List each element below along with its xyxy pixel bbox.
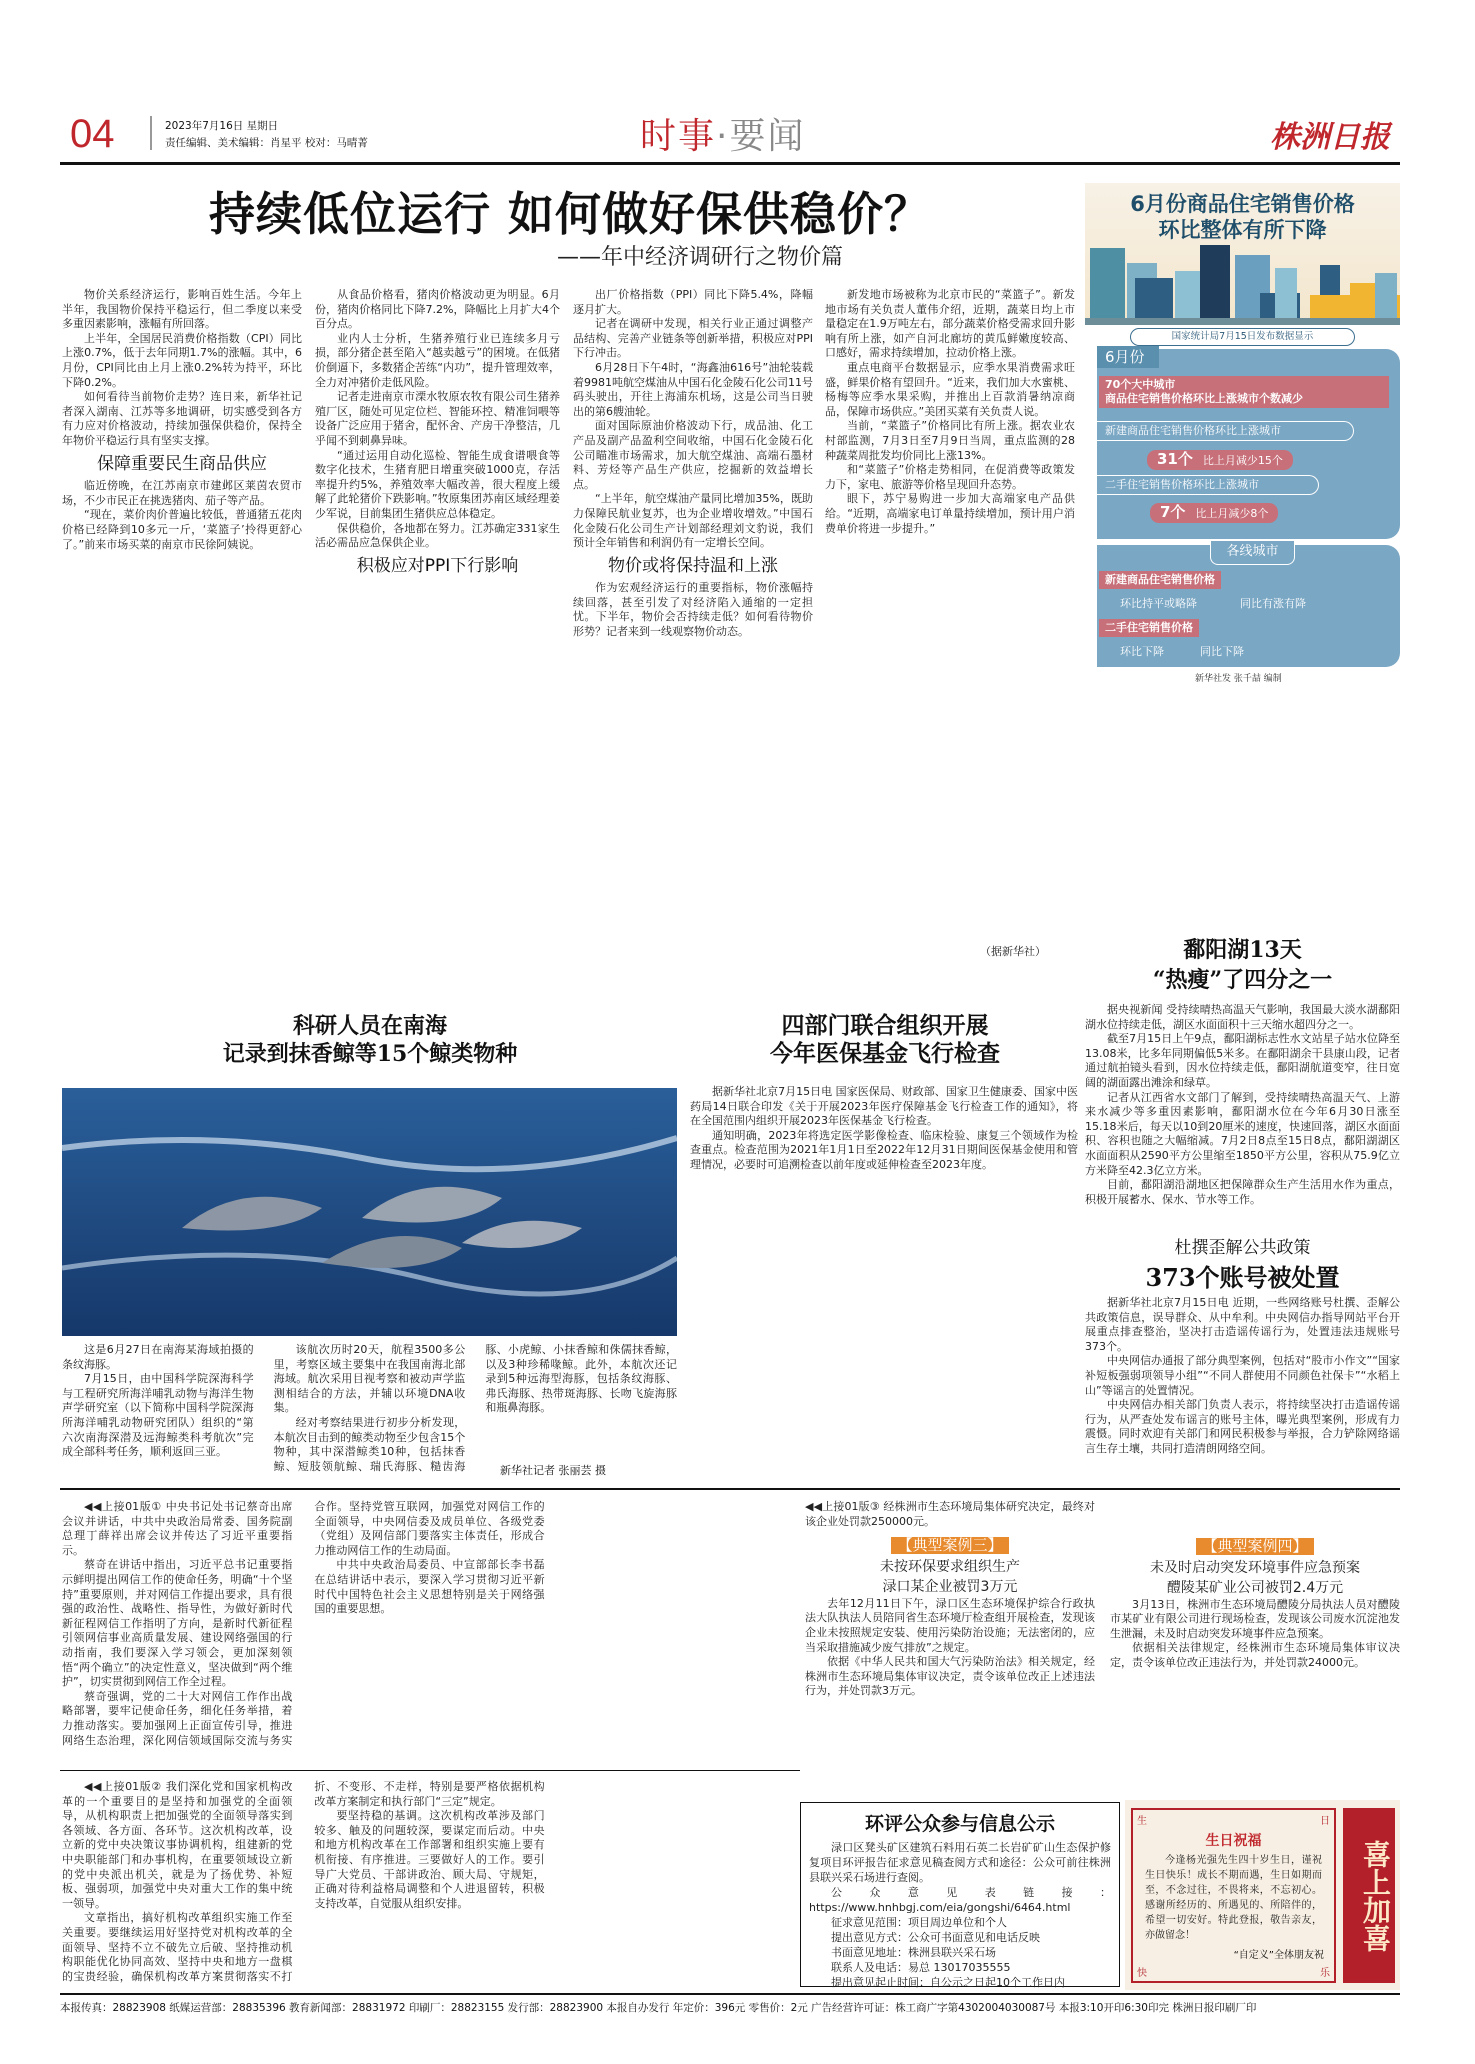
section-dot: · (716, 116, 730, 157)
used-home-stat (1150, 503, 1278, 523)
paragraph: 依据《中华人民共和国大气污染防治法》相关规定，经株洲市生态环境局集体审议决定，责令该单位改正上述违法行为，并处罚款3万元。 (805, 1655, 1095, 1698)
infographic-header (1085, 183, 1400, 325)
poyang-body (1085, 1003, 1400, 1223)
infographic-banner: 70个大中城市 商品住宅销售价格环比上涨城市个数减少 (1099, 376, 1389, 408)
paragraph: 作为宏观经济运行的重要指标，物价涨幅持续回落，甚至引发了对经济陷入通缩的一定担忧。下半年，物价会否持续走低？如何看待物价形势？记者来到一线观察物价动态。 (573, 581, 813, 639)
paragraph: 临近傍晚，在江苏南京市建邺区莱茵农贸市场，不少市民正在挑选猪肉、茄子等产品。 (62, 479, 302, 507)
main-byline: （据新华社） (980, 945, 1046, 958)
env-cases-column-1 (805, 1500, 1095, 1792)
case4-body (1110, 1598, 1400, 1671)
case4-tag: 【典型案例四】 (1196, 1538, 1313, 1555)
paragraph: 目前，鄱阳湖沿湖地区把保障群众生产生活用水作为重点，积极开展蓄水、保水、节水等工作。 (1085, 1178, 1400, 1206)
paragraph: 7月15日，由中国科学院深海科学与工程研究所海洋哺乳动物与海洋生物声学研究室（以下简称中国科学院深海所海洋哺乳动物研究团队）组织的“第六次南海深潜及远海鲸类科考航次”完成全部科考任务，顺利返回三亚。 (62, 1372, 254, 1459)
paragraph: 中央网信办相关部门负责人表示，将持续坚决打击造谣传谣行为，从严查处发布谣言的账号主体，曝光典型案例，形成有力震慑。同时欢迎有关部门和网民积极参与举报，合力铲除网络谣言生存土壤，共同打造清朗网络空间。 (1085, 1398, 1400, 1455)
medical-headline: 四部门联合组织开展 今年医保基金飞行检查 (770, 1013, 1000, 1067)
footer-info: 本报传真：28823908 纸媒运营部：28835396 教育新闻部：28831972 印刷厂：28823155 发行部：28823900 本报自办发行 年定价：396元 零售价：2元 广告经营许可证：株工商广字第4302004030087号 本报3:10开印6:30印完 株洲日报印刷厂印 (60, 2002, 1257, 2014)
paragraph: 重点电商平台数据显示，应季水果消费需求旺盛，鲜果价格有望回升。“近来，我们加大水蜜桃、杨梅等应季水果采购，并推出上百款消暑纳凉商品，保障市场供应。”美团买菜有关负责人说。 (825, 360, 1075, 418)
paragraph: 文章指出，搞好机构改革组织实施工作至关重要。要继续运用好坚持党对机构改革的全面领导、坚持不立不破先立后破、坚持推动机构职能优化协同高效、坚持中央和地方一盘棋的宝贵经验，确保机构改革方案贯彻落实不打折、不变形、不走样，特别是要严格依据机构改革方案制定和执行部门“三定”规定。 (62, 1780, 545, 1983)
issue-meta (165, 118, 368, 152)
paragraph: 书面意见地址：株洲县联兴采石场 (831, 1946, 996, 1959)
paragraph: 记者在调研中发现，相关行业正通过调整产品结构、完善产业链条等创新举措，积极应对PPI下行冲击。 (573, 317, 813, 360)
new-home-change: 比上月减少15个 (1202, 454, 1283, 467)
corner-char: 快 (1137, 1968, 1147, 1979)
paragraph: 提出意见起止时间：自公示之日起10个工作日内 (831, 1976, 1065, 1989)
case3-tag: 【典型案例三】 (891, 1537, 1008, 1554)
paragraph: 征求意见范围：项目周边单位和个人 (831, 1916, 1007, 1929)
paragraph: 眼下，苏宁易购进一步加大高端家电产品供给。“近期，高端家电订单量持续增加，预计用户消费单价将进一步提升。” (825, 492, 1075, 535)
paragraph: 提出意见方式：公众可书面意见和电话反映 (831, 1931, 1040, 1944)
housing-price-infographic (1085, 183, 1400, 928)
corner-char: 日 (1320, 1816, 1330, 1827)
main-column-1 (62, 288, 302, 958)
infographic-credit: 新华社发 张千喆 编制 (1195, 674, 1282, 684)
used-price-label: 二手住宅销售价格 (1099, 619, 1199, 637)
paragraph: ◀◀上接01版② 我们深化党和国家机构改革的一个重要目的是坚持和加强党的全面领导，从机构职责上把加强党的全面领导落实到各领域、各方面、各环节。这次机构改革，设立新的党中央决策议事协调机构，组建新的党中央职能部门和办事机构，在重要领域设立新的党中央派出机关，就是为了扬优势、补短板、强弱项，加强党中央对重大工作的集中统一领导。 (62, 1780, 293, 1910)
used-home-label: 二手住宅销售价格环比上涨城市 (1097, 475, 1319, 495)
paragraph: 业内人士分析，生猪养殖行业已连续多月亏损，部分猪企甚至陷入“越卖越亏”的困境。在低猪价倒逼下，多数猪企苦练“内功”，提升管理效率，全力对冲猪价走低风险。 (315, 331, 560, 389)
birthday-frame (1131, 1808, 1336, 1983)
paragraph: “现在，菜价肉价普遍比较低，普通猪五花肉价格已经降到10多元一斤，‘菜篮子’拎得更舒心了。”前来市场买菜的南京市民徐阿姨说。 (62, 508, 302, 551)
paragraph: 蔡奇在讲话中指出，习近平总书记重要指示鲜明提出网信工作的使命任务，明确“十个坚持”重要原则，并对网信工作提出要求，具有很强的政治性、战略性、指导性，为做好新时代新征程网信工作指明了方向，是新时代新征程引领网信事业高质量发展、建设网络强国的行动指南，我们要深入学习领会，更加深刻领悟“两个确立”的决定性意义，坚决做到“两个维护”，切实贯彻到网信工作全过程。 (62, 1558, 293, 1689)
env-cases-column-2 (1110, 1500, 1400, 1792)
used-home-count: 7个 (1160, 503, 1186, 521)
corner-char: 生 (1137, 1816, 1147, 1827)
paragraph: 蔡奇强调，党的二十大对网信工作作出战略部署，要牢记使命任务，细化任务举措，着力推动落实。要加强网上正面宣传引导，推进网络生态治理，深化网信领域国际交流与务实合作。坚持党管互联网，加强党对网信工作的全面领导，中央网信委及成员单位、各级党委（党组）及网信部门要落实主体责任，形成合力推动网信工作的生动局面。 (62, 1500, 545, 1747)
paragraph: 如何看待当前物价走势？连日来，新华社记者深入湖南、江苏等多地调研，切实感受到各方有力应对价格波动，持续加强保供稳价，保持全年物价平稳运行具有坚实支撑。 (62, 390, 302, 447)
main-column-2 (315, 288, 560, 958)
new-home-label: 新建商品住宅销售价格环比上涨城市 (1097, 421, 1354, 441)
paragraph: 6月28日下午4时，“海鑫油616号”油轮装载着9981吨航空煤油从中国石化金陵石化公司11号码头驶出，开往上海浦东机场，这是公司当日驶出的第6艘油轮。 (573, 360, 813, 418)
used-home-change: 比上月减少8个 (1195, 507, 1269, 520)
paragraph: 该航次历时20天，航程3500多公里，考察区域主要集中在我国南海北部海域。航次采用目视考察和被动声学监测相结合的方法，并辅以环境DNA收集。 (273, 1343, 466, 1415)
paragraph: 新发地市场被称为北京市民的“菜篮子”。新发地市场有关负责人董伟介绍，近期，蔬菜日均上市量稳定在1.9万吨左右，部分蔬菜价格受需求回升影响有所上涨，如产自河北廊坊的黄瓜鲜嫩度较高、口感好，需求持续增加，拉动价格上涨。 (825, 288, 1075, 360)
paragraph: 从食品价格看，猪肉价格波动更为明显。6月份，猪肉价格同比下降7.2%，降幅比上月扩大4个百分点。 (315, 288, 560, 331)
paragraph: 面对国际原油价格波动下行，成品油、化工产品及副产品盈利空间收缩，中国石化金陵石化公司瞄准市场需求，加大航空煤油、高端石墨材料、芳烃等产品生产供应，挖掘新的效益增长点。 (573, 419, 813, 491)
main-column-4 (825, 288, 1075, 938)
paragraph: 依据相关法律规定，经株洲市生态环境局集体审议决定，责令该单位改正违法行为，并处罚款24000元。 (1110, 1641, 1400, 1669)
paragraph: ◀◀上接01版① 中央书记处书记蔡奇出席会议并讲话，中共中央政治局常委、国务院副总理丁薛祥出席会议并传达了习近平重要指示。 (62, 1500, 293, 1557)
paragraph: 中央网信办通报了部分典型案例，包括对“股市小作文”“国家补短板强弱项领导小组”“不同人群使用不同颜色社保卡”“水稻上山”等谣言的处置情况。 (1085, 1354, 1400, 1397)
birthday-banner: 喜上加喜 (1343, 1808, 1395, 1983)
new-home-count: 31个 (1157, 450, 1193, 468)
paragraph: 3月13日，株洲市生态环境局醴陵分局执法人员对醴陵市某矿业有限公司进行现场检查，发现该公司废水沉淀池发生泄漏，未及时启动突发环境事件应急预案。 (1110, 1597, 1400, 1640)
subheading: 物价或将保持温和上涨 (608, 555, 778, 576)
paragraph: 据新华社北京7月15日电 国家医保局、财政部、国家卫生健康委、国家中医药局14日联合印发《关于开展2023年医疗保障基金飞行检查工作的通知》，将在全国范围内组织开展2023年医保基金飞行检查。 (690, 1085, 1078, 1128)
section-title (640, 108, 805, 159)
issue-date: 2023年7月16日 星期日 (165, 120, 279, 132)
subheading: 保障重要民生商品供应 (97, 453, 267, 474)
new-yoy: 同比有涨有降 (1240, 597, 1306, 610)
paragraph: 截至7月15日上午9点，鄱阳湖标志性水文站星子站水位降至13.08米，比多年同期偏低5米多。在鄱阳湖余干县康山段，记者通过航拍镜头看到，因水位持续走低，鄱阳湖航道变窄，往日宽阔的湖面露出滩涂和绿草。 (1085, 1032, 1400, 1089)
paragraph: 据新华社北京7月15日电 近期，一些网络账号杜撰、歪解公共政策信息，误导群众、从中牟利。中央网信办指导网站平台开展重点排查整治，坚决打击造谣传谣行为，处置违法违规账号373个。 (1085, 1296, 1400, 1353)
birthday-ad (1125, 1800, 1400, 1990)
infographic-source: 国家统计局7月15日发布数据显示 (1130, 328, 1355, 346)
case3-body (805, 1597, 1095, 1699)
paragraph: 联系人及电话：易总 13017035555 (831, 1961, 1011, 1974)
paragraph: 这是6月27日在南海某海域拍摄的条纹海豚。 (62, 1343, 254, 1371)
paragraph: 物价关系经济运行，影响百姓生活。今年上半年，我国物价保持平稳运行，但二季度以来受多重因素影响，涨幅有所回落。 (62, 288, 302, 331)
whales-caption (62, 1343, 677, 1478)
eia-notice (800, 1802, 1120, 1987)
paragraph: 出厂价格指数（PPI）同比下降5.4%，降幅逐月扩大。 (573, 288, 813, 316)
paragraph: 当前，“菜篮子”价格同比有所上涨。据农业农村部监测，7月3日至7月9日当周，重点监测的28种蔬菜周批发均价同比上涨13%。 (825, 419, 1075, 462)
main-subtitle: ——年中经济调研行之物价篇 (556, 245, 843, 270)
case4-title: 未及时启动突发环境事件应急预案 醴陵某矿业公司被罚2.4万元 (1150, 1559, 1360, 1596)
accounts-headline: 373个账号被处置 (1145, 1263, 1340, 1292)
paragraph: 要坚持稳的基调。这次机构改革涉及部门较多、触及的问题较深，要谋定而后动。中央和地方机构改革在工作部署和组织实施上要有机衔接、有序推进。三要做好人的工作。要引导广大党员、干部讲政治、顾大局、守规矩，正确对待利益格局调整和个人进退留转，积极支持改革，自觉服从组织安排。 (314, 1809, 545, 1910)
new-mom: 环比持平或略降 (1120, 597, 1197, 610)
dolphins-photo (62, 1088, 677, 1336)
section-a: 时事 (640, 116, 717, 157)
paragraph: 去年12月11日下午，渌口区生态环境保护综合行政执法大队执法人员陪同省生态环境厅检查组开展检查，发现该企业未按照规定安装、使用污染防治设施；无法密闭的，应当采取措施减少废气排放”之规定。 (805, 1596, 1095, 1654)
paragraph: 经对考察结果进行初步分析发现，本航次目击到的鲸类动物至少包含15个物种，其中深潜鲸类10种，包括抹香鲸、短肢领航鲸、瑞氏海豚、糙齿海豚、小虎鲸、小抹香鲸和侏儒抹香鲸，以及3种珍稀喙鲸。此外，本航次还记录到5种远海型海豚，包括条纹海豚、弗氏海豚、热带斑海豚、长吻飞旋海豚和瓶鼻海豚。 (273, 1343, 677, 1473)
paragraph: 渌口区凳头矿区建筑石料用石英二长岩矿矿山生态保护修复项目环评报告征求意见稿查阅方式和途径：公众可前往株洲县联兴采石场进行查阅。 (809, 1841, 1111, 1884)
used-mom: 环比下降 (1120, 645, 1164, 658)
medical-body (690, 1085, 1078, 1475)
section-rule (60, 1488, 1400, 1490)
header-rule (60, 162, 1400, 165)
eia-title: 环评公众参与信息公示 (864, 1813, 1055, 1835)
paragraph: “上半年，航空煤油产量同比增加35%，既助力保障民航业复苏，也为企业增收增效。”中国石化金陵石化公司生产计划部经理刘文豹说，我们预计全年销售和利润仍有一定增长空间。 (573, 492, 813, 550)
paragraph: 中共中央政治局委员、中宣部部长李书磊在总结讲话中表示，要深入学习贯彻习近平新时代中国特色社会主义思想特别是关于网络强国的重要思想。 (314, 1558, 545, 1616)
birthday-title: 生日祝福 (1205, 1833, 1262, 1849)
birthday-sign: “自定义”全体朋友祝 (1233, 1950, 1324, 1961)
infographic-title: 6月份商品住宅销售价格 环比整体有所下降 (1130, 192, 1355, 242)
continuation-2 (62, 1780, 797, 1985)
paragraph: 和“菜篮子”价格走势相同，在促消费等政策发力下，家电、旅游等价格呈现回升态势。 (825, 463, 1075, 491)
divider (150, 116, 152, 150)
paragraph: 据央视新闻 受持续晴热高温天气影响，我国最大淡水湖鄱阳湖水位持续走低，湖区水面面积十三天缩水超四分之一。 (1085, 1003, 1400, 1031)
subheading: 积极应对PPI下行影响 (356, 555, 519, 576)
used-yoy: 同比下降 (1200, 645, 1244, 658)
tiers-label: 各线城市 (1210, 541, 1295, 565)
new-home-stat (1147, 450, 1293, 470)
paragraph: 公众意见表链接：https://www.hnhbgj.com/eia/gongshi/6464.html (809, 1886, 1111, 1914)
whales-headline: 科研人员在南海 记录到抹香鲸等15个鲸类物种 (222, 1013, 518, 1067)
main-headline: 持续低位运行 如何做好保供稳价？ (208, 187, 931, 241)
case-intro: ◀◀上接01版③ 经株洲市生态环境局集体研究决定，最终对该企业处罚款250000元。 (805, 1500, 1095, 1528)
paragraph: 记者走进南京市溧水牧原农牧有限公司生猪养殖厂区，随处可见定位栏、智能环控、精准饲喂等设备广泛应用于猪舍，配怀舍、产房干净整洁，几乎闻不到刺鼻异味。 (315, 390, 560, 447)
paragraph: 通知明确，2023年将选定医学影像检查、临床检验、康复三个领域作为检查重点。检查范围为2021年1月1日至2022年12月31日期间医保基金使用和管理情况，必要时可追溯检查以前年度或延伸检查至2023年度。 (690, 1128, 1078, 1171)
case3-title: 未按环保要求组织生产 渌口某企业被罚3万元 (880, 1558, 1020, 1595)
paragraph: 上半年，全国居民消费价格指数（CPI）同比上涨0.7%，低于去年同期1.7%的涨幅。其中，6月份，CPI同比由上月上涨0.2%转为持平，环比下降0.2%。 (62, 331, 302, 389)
poyang-headline: 鄱阳湖13天 “热瘦”了四分之一 (1152, 937, 1333, 993)
footer-rule (60, 1993, 1400, 1995)
page-number: 04 (70, 112, 115, 156)
paragraph: “通过运用自动化巡检、智能生成食谱喂食等数字化技术，生猪育肥日增重突破1000克，存活率提升约5%，养殖效率大幅改善，很大程度上缓解了此轮猪价下跌影响。”牧原集团苏南区域经理姜少军说，目前集团生猪供应总体稳定。 (315, 448, 560, 520)
paragraph: 保供稳价，各地都在努力。江苏确定331家生活必需品应急保供企业。 (315, 521, 560, 550)
masthead-logo: 株洲日报 (1270, 120, 1390, 155)
new-price-label: 新建商品住宅销售价格 (1099, 571, 1221, 589)
accounts-kicker: 杜撰歪解公共政策 (1174, 1238, 1311, 1258)
continuation-1 (62, 1500, 797, 1762)
accounts-body (1085, 1296, 1400, 1476)
eia-lines (809, 1840, 1111, 1990)
divider (60, 1770, 800, 1771)
whales-photo-credit: 新华社记者 张丽芸 摄 (500, 1464, 606, 1477)
main-column-3 (573, 288, 813, 958)
month-tab: 6月份 (1097, 346, 1159, 368)
editors: 责任编辑、美术编辑：肖星平 校对：马晴菁 (165, 137, 368, 149)
paragraph: 记者从江西省水文部门了解到，受持续晴热高温天气、上游来水减少等多重因素影响，鄱阳湖水位在今年6月30日涨至15.18米后，每天以10到20厘米的速度，快速回落，湖区水面面积、容积也随之大幅缩减。7月2日8点至15日8点，鄱阳湖湖区水面面积从2590平方公里缩至1850平方公里，容积从75.9亿立方米降至42.3亿立方米。 (1085, 1090, 1400, 1177)
birthday-body: 今逢杨光强先生四十岁生日，谨祝生日快乐！成长不期而遇，生日如期而至，不念过往，不畏将来，不忘初心。感谢所经历的、所遇见的、所陪伴的，希望一切安好。特此登报，敬告亲友，亦做留念！ (1145, 1855, 1322, 1941)
corner-char: 乐 (1320, 1968, 1330, 1979)
section-b: 要闻 (729, 116, 806, 157)
buildings-illustration (1085, 183, 1400, 325)
